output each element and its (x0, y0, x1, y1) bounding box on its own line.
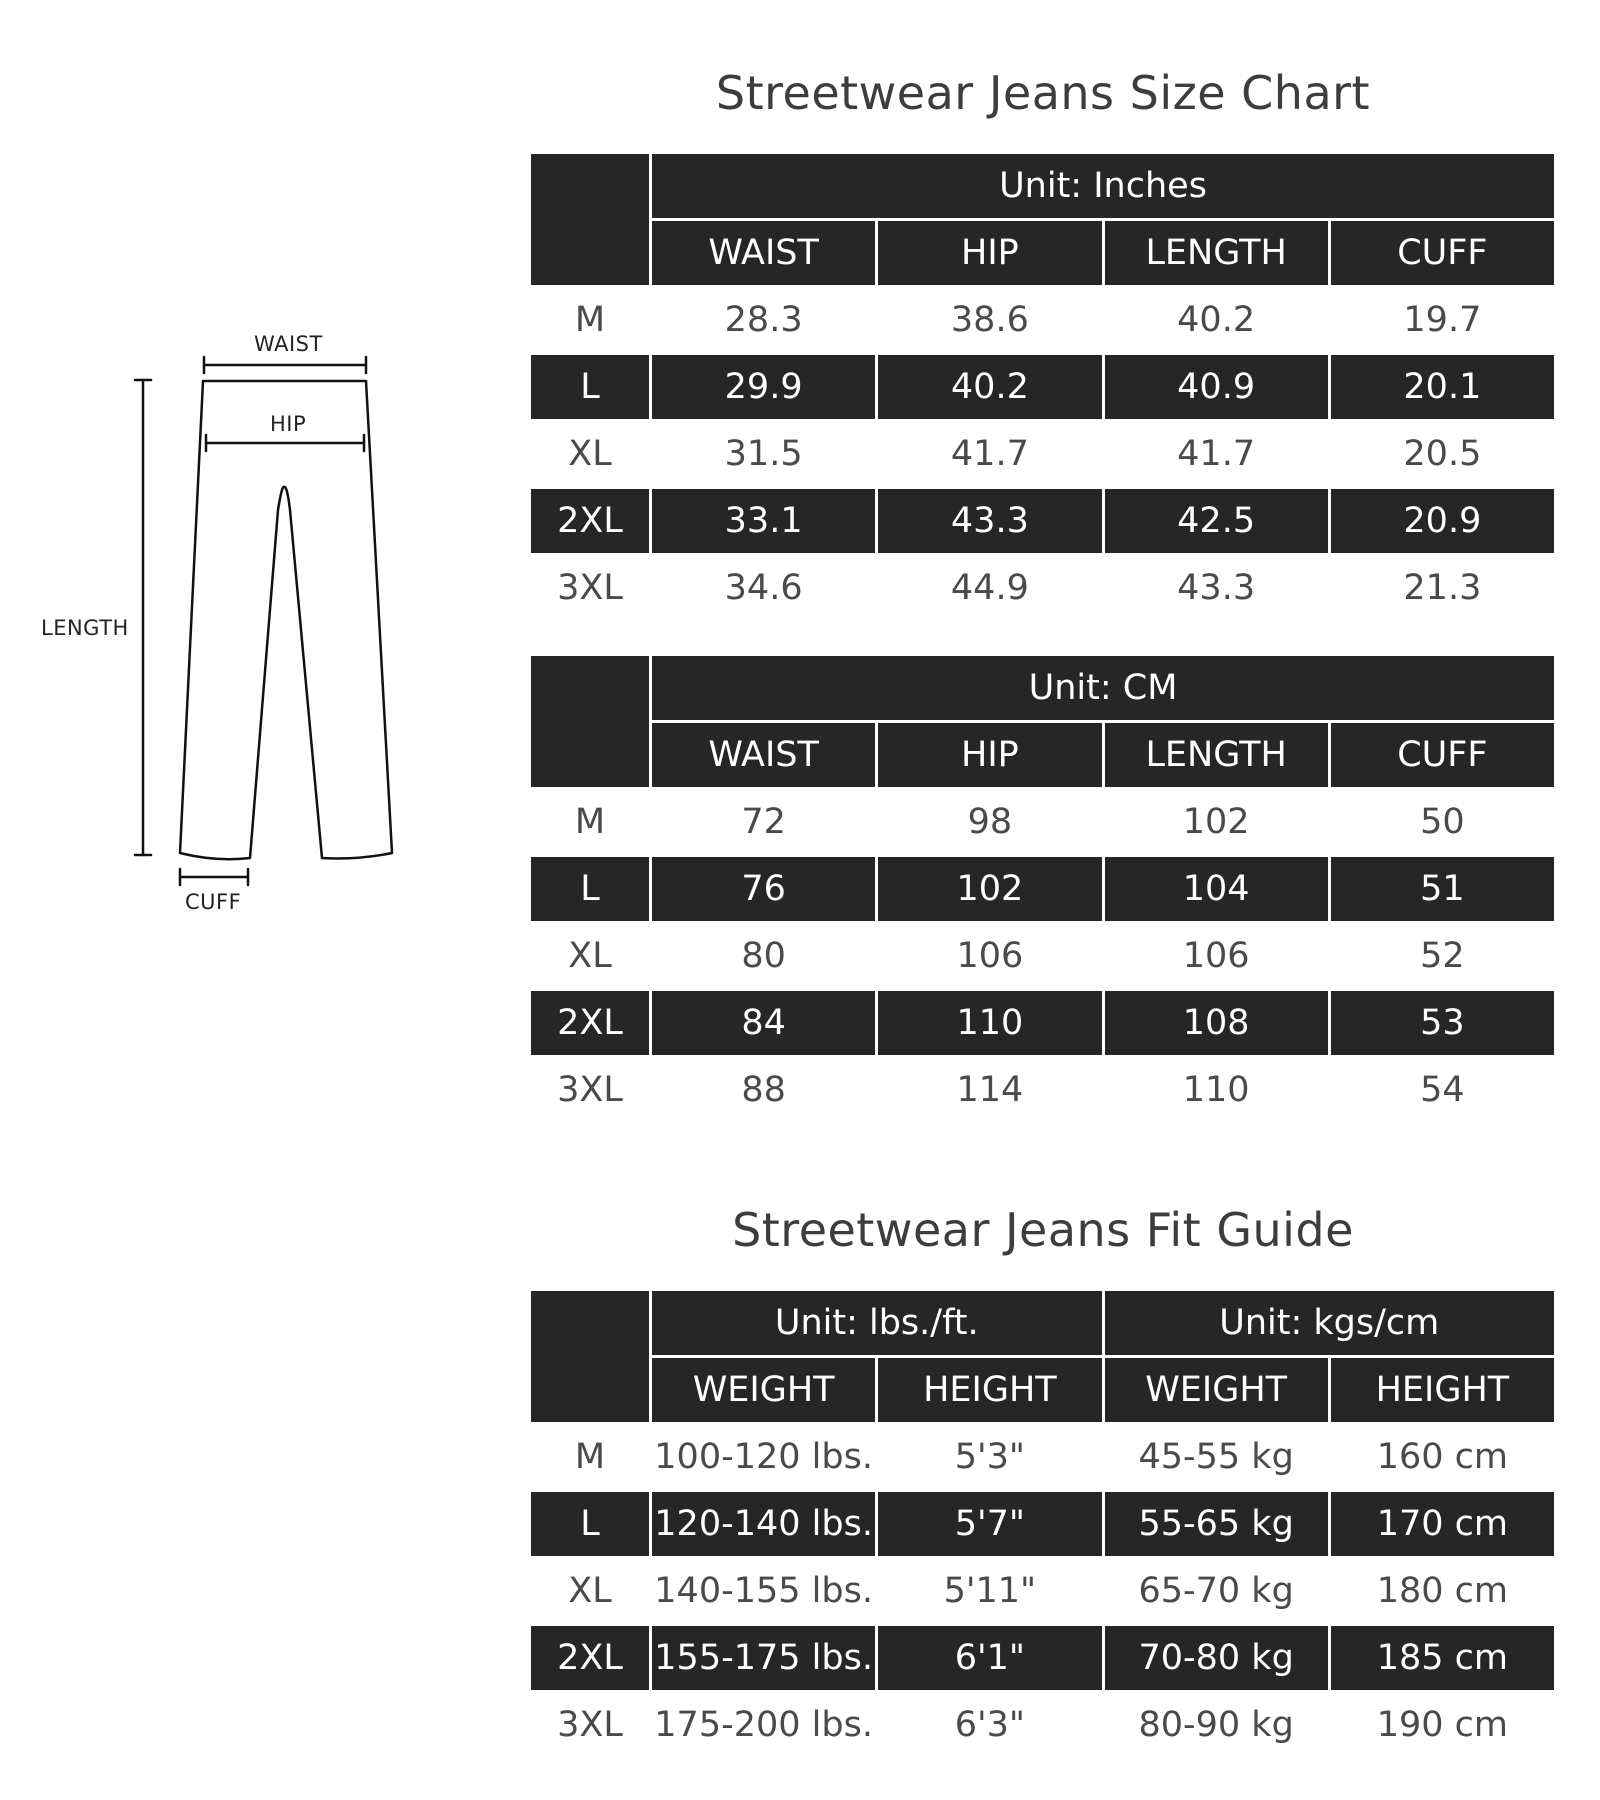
fit-guide-title: Streetwear Jeans Fit Guide (732, 1203, 1354, 1257)
value-cell: 106 (956, 936, 1024, 976)
table-row (531, 1626, 1554, 1690)
column-header: HEIGHT (1331, 1358, 1554, 1422)
value-cell: 70-80 kg (1138, 1638, 1294, 1678)
value-cell: 5'7" (954, 1504, 1025, 1544)
size-cell: M (574, 300, 606, 340)
column-header: WEIGHT (652, 1358, 875, 1422)
column-header: HIP (878, 221, 1101, 285)
value-cell: 104 (1182, 869, 1250, 909)
table-row (531, 857, 1554, 921)
value-cell: 6'3" (954, 1705, 1025, 1745)
value-cell: 38.6 (950, 300, 1029, 340)
value-cell: 190 cm (1376, 1705, 1509, 1745)
value-cell: 100-120 lbs. (654, 1437, 873, 1477)
value-cell: 114 (956, 1070, 1024, 1110)
table-row (531, 924, 1554, 988)
value-cell: 84 (741, 1003, 786, 1043)
size-chart-title: Streetwear Jeans Size Chart (715, 66, 1371, 120)
size-cell: XL (568, 936, 612, 976)
value-cell: 155-175 lbs. (654, 1638, 873, 1678)
imperial-unit-label: Unit: lbs./ft. (652, 1291, 1102, 1355)
value-cell: 20.9 (1403, 501, 1482, 541)
column-header: WEIGHT (1105, 1358, 1328, 1422)
table-corner (531, 656, 649, 787)
value-cell: 31.5 (724, 434, 803, 474)
value-cell: 40.2 (1177, 300, 1256, 340)
size-cell: 2XL (557, 1638, 623, 1678)
value-cell: 110 (1182, 1070, 1250, 1110)
inches-size-table (528, 151, 1557, 623)
value-cell: 41.7 (950, 434, 1029, 474)
value-cell: 80-90 kg (1138, 1705, 1294, 1745)
waist-label: WAIST (254, 332, 323, 356)
hip-label: HIP (270, 412, 307, 436)
size-cell: L (580, 367, 600, 407)
value-cell: 41.7 (1177, 434, 1256, 474)
size-cell: XL (568, 434, 612, 474)
metric-unit-label: Unit: kgs/cm (1105, 1291, 1555, 1355)
value-cell: 40.2 (950, 367, 1029, 407)
cuff-label: CUFF (185, 890, 242, 914)
table-corner (531, 154, 649, 285)
table-row (531, 1058, 1554, 1122)
value-cell: 43.3 (1177, 568, 1256, 608)
column-header: CUFF (1331, 221, 1554, 285)
value-cell: 40.9 (1177, 367, 1256, 407)
table-row (531, 1559, 1554, 1623)
value-cell: 43.3 (950, 501, 1029, 541)
length-label: LENGTH (41, 616, 129, 640)
value-cell: 65-70 kg (1138, 1571, 1294, 1611)
value-cell: 160 cm (1376, 1437, 1509, 1477)
value-cell: 29.9 (724, 367, 803, 407)
size-cell: 3XL (557, 568, 623, 608)
value-cell: 72 (741, 802, 786, 842)
pants-diagram (0, 0, 440, 960)
table-row (531, 790, 1554, 854)
size-cell: 2XL (557, 501, 623, 541)
size-cell: L (580, 1504, 600, 1544)
value-cell: 20.5 (1403, 434, 1482, 474)
table-corner (531, 1291, 649, 1422)
value-cell: 53 (1420, 1003, 1465, 1043)
value-cell: 102 (1182, 802, 1250, 842)
size-cell: 2XL (557, 1003, 623, 1043)
column-header: CUFF (1331, 723, 1554, 787)
value-cell: 6'1" (954, 1638, 1025, 1678)
value-cell: 108 (1182, 1003, 1250, 1043)
value-cell: 28.3 (724, 300, 803, 340)
column-header: HEIGHT (878, 1358, 1101, 1422)
value-cell: 52 (1420, 936, 1465, 976)
table-row (531, 355, 1554, 419)
value-cell: 45-55 kg (1138, 1437, 1294, 1477)
size-cell: XL (568, 1571, 612, 1611)
column-header: WAIST (652, 723, 875, 787)
size-cell: M (574, 802, 606, 842)
unit-label: Unit: CM (652, 656, 1554, 720)
value-cell: 50 (1420, 802, 1465, 842)
value-cell: 51 (1420, 869, 1465, 909)
value-cell: 54 (1420, 1070, 1465, 1110)
size-cell: 3XL (557, 1070, 623, 1110)
value-cell: 20.1 (1403, 367, 1482, 407)
value-cell: 76 (741, 869, 786, 909)
pants-outline-icon (0, 0, 440, 960)
value-cell: 170 cm (1376, 1504, 1509, 1544)
value-cell: 42.5 (1177, 501, 1256, 541)
column-header: WAIST (652, 221, 875, 285)
value-cell: 102 (956, 869, 1024, 909)
fit-guide-table (528, 1288, 1557, 1760)
value-cell: 120-140 lbs. (654, 1504, 873, 1544)
table-row (531, 1492, 1554, 1556)
value-cell: 88 (741, 1070, 786, 1110)
value-cell: 98 (967, 802, 1013, 842)
value-cell: 80 (741, 936, 786, 976)
size-cell: M (574, 1437, 606, 1477)
value-cell: 180 cm (1376, 1571, 1509, 1611)
table-row (531, 1425, 1554, 1489)
unit-label: Unit: Inches (652, 154, 1554, 218)
value-cell: 5'11" (943, 1571, 1037, 1611)
column-header: LENGTH (1105, 723, 1328, 787)
value-cell: 44.9 (950, 568, 1029, 608)
table-row (531, 991, 1554, 1055)
value-cell: 34.6 (724, 568, 803, 608)
size-cell: 3XL (557, 1705, 623, 1745)
value-cell: 5'3" (954, 1437, 1025, 1477)
value-cell: 175-200 lbs. (654, 1705, 873, 1745)
value-cell: 21.3 (1403, 568, 1482, 608)
table-row (531, 422, 1554, 486)
value-cell: 33.1 (724, 501, 803, 541)
value-cell: 55-65 kg (1138, 1504, 1294, 1544)
table-row (531, 288, 1554, 352)
table-row (531, 556, 1554, 620)
value-cell: 140-155 lbs. (654, 1571, 873, 1611)
cm-size-table (528, 653, 1557, 1125)
value-cell: 185 cm (1376, 1638, 1509, 1678)
column-header: LENGTH (1105, 221, 1328, 285)
table-row (531, 1693, 1554, 1757)
value-cell: 110 (956, 1003, 1024, 1043)
value-cell: 106 (1182, 936, 1250, 976)
table-row (531, 489, 1554, 553)
size-cell: L (580, 869, 600, 909)
value-cell: 19.7 (1403, 300, 1482, 340)
column-header: HIP (878, 723, 1101, 787)
